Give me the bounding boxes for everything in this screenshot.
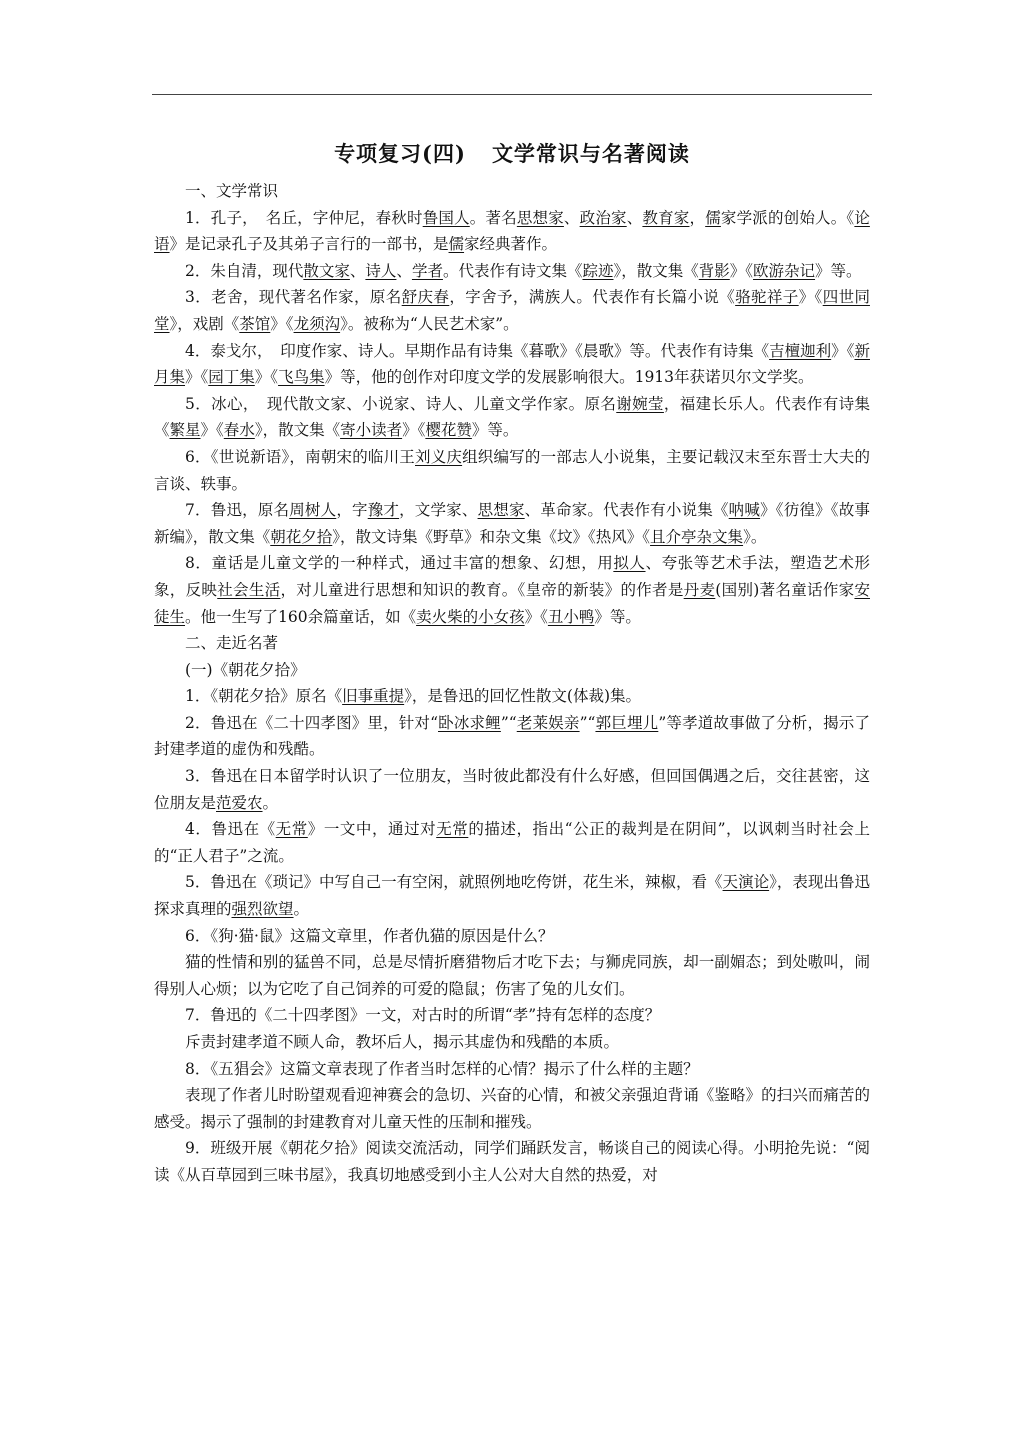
literature-item-8: 8．童话是儿童文学的一种样式，通过丰富的想象、幻想，用拟人、夸张等艺术手法，塑造艺术形象，反映社会生活，对儿童进行思想和知识的教育。《皇帝的新装》的作者是丹麦(国别)著名童话作家安徒生。他一生写了160余篇童话，如《卖火柴的小女孩》《丑小鸭》等。 (154, 554, 870, 626)
book-subheading: (一)《朝花夕拾》 (185, 660, 306, 679)
section-heading-1: 一、文学常识 (185, 182, 279, 200)
literature-item-1: 1．孔子， 名丘，字仲尼，春秋时鲁国人。著名思想家、政治家、教育家，儒家学派的创始人。《论语》是记录孔子及其弟子言行的一部书，是儒家经典著作。 (154, 208, 870, 254)
reading-item-1: 1．《朝花夕拾》原名《旧事重提》，是鲁迅的回忆性散文(体裁)集。 (185, 687, 641, 706)
title-topic: 文学常识与名著阅读 (491, 141, 690, 166)
section-heading-2: 二、走近名著 (185, 634, 279, 653)
literature-item-2: 2．朱自清，现代散文家、诗人、学者。代表作有诗文集《踪迹》，散文集《背影》《欧游杂记》等。 (185, 261, 862, 280)
literature-item-3: 3．老舍，现代著名作家，原名舒庆春，字舍予，满族人。代表作有长篇小说《骆驼祥子》《四世同堂》，戏剧《茶馆》《龙须沟》。被称为“人民艺术家”。 (154, 288, 870, 333)
literature-item-7: 7．鲁迅，原名周树人，字豫才，文学家、思想家、革命家。代表作有小说集《呐喊》《彷徨》《故事新编》，散文集《朝花夕拾》，散文诗集《野草》和杂文集《坟》《热风》《且介亭杂文集》。 (154, 501, 870, 546)
header-rule (152, 94, 872, 95)
title-series: 专项复习(四) (334, 141, 466, 166)
reading-answer-7: 斥责封建孝道不顾人命，教坏后人，揭示其虚伪和残酷的本质。 (185, 1033, 620, 1051)
literature-item-4: 4．泰戈尔， 印度作家、诗人。早期作品有诗集《暮歌》《晨歌》等。代表作有诗集《吉檀迦利》《新月集》《园丁集》《飞鸟集》等，他的创作对印度文学的发展影响很大。1913年获诺贝尔文学奖。 (154, 341, 870, 387)
literature-item-5: 5．冰心， 现代散文家、小说家、诗人、儿童文学作家。原名谢婉莹，福建长乐人。代表作有诗集《繁星》《春水》，散文集《寄小读者》《樱花赞》等。 (154, 394, 870, 440)
reading-answer-8: 表现了作者儿时盼望观看迎神赛会的急切、兴奋的心情，和被父亲强迫背诵《鉴略》的扫兴而痛苦的感受。揭示了强制的封建教育对儿童天性的压制和摧残。 (154, 1086, 870, 1131)
reading-item-3: 3．鲁迅在日本留学时认识了一位朋友，当时彼此都没有什么好感，但回国偶遇之后，交往甚密，这位朋友是范爱农。 (154, 767, 870, 812)
document-body (154, 178, 870, 1189)
reading-question-8: 8．《五猖会》这篇文章表现了作者当时怎样的心情？揭示了什么样的主题？ (185, 1059, 699, 1078)
reading-question-6: 6．《狗·猫·鼠》这篇文章里，作者仇猫的原因是什么？ (185, 926, 554, 945)
literature-item-6: 6．《世说新语》，南朝宋的临川王刘义庆组织编写的一部志人小说集，主要记载汉末至东晋士大夫的言谈、轶事。 (154, 447, 870, 493)
reading-item-5: 5．鲁迅在《琐记》中写自己一有空闲，就照例地吃侉饼，花生米，辣椒，看《天演论》，表现出鲁迅探求真理的强烈欲望。 (154, 873, 870, 919)
page-title (152, 138, 872, 168)
reading-answer-6: 猫的性情和别的猛兽不同，总是尽情折磨猎物后才吃下去；与狮虎同族，却一副媚态；到处嗷叫，闹得别人心烦；以为它吃了自己饲养的可爱的隐鼠；伤害了兔的儿女们。 (154, 953, 870, 998)
reading-item-4: 4．鲁迅在《无常》一文中，通过对无常的描述，指出“公正的裁判是在阴间”，以讽刺当时社会上的“正人君子”之流。 (154, 820, 870, 865)
reading-question-9: 9．班级开展《朝花夕拾》阅读交流活动，同学们踊跃发言，畅谈自己的阅读心得。小明抢先说：“阅读《从百草园到三味书屋》，我真切地感受到小主人公对大自然的热爱，对 (154, 1139, 870, 1184)
reading-question-7: 7．鲁迅的《二十四孝图》一文，对古时的所谓“孝”持有怎样的态度？ (185, 1006, 661, 1025)
reading-item-2: 2．鲁迅在《二十四孝图》里，针对“卧冰求鲤”“老莱娱亲”“郭巨埋儿”等孝道故事做了分析，揭示了封建孝道的虚伪和残酷。 (154, 713, 870, 759)
